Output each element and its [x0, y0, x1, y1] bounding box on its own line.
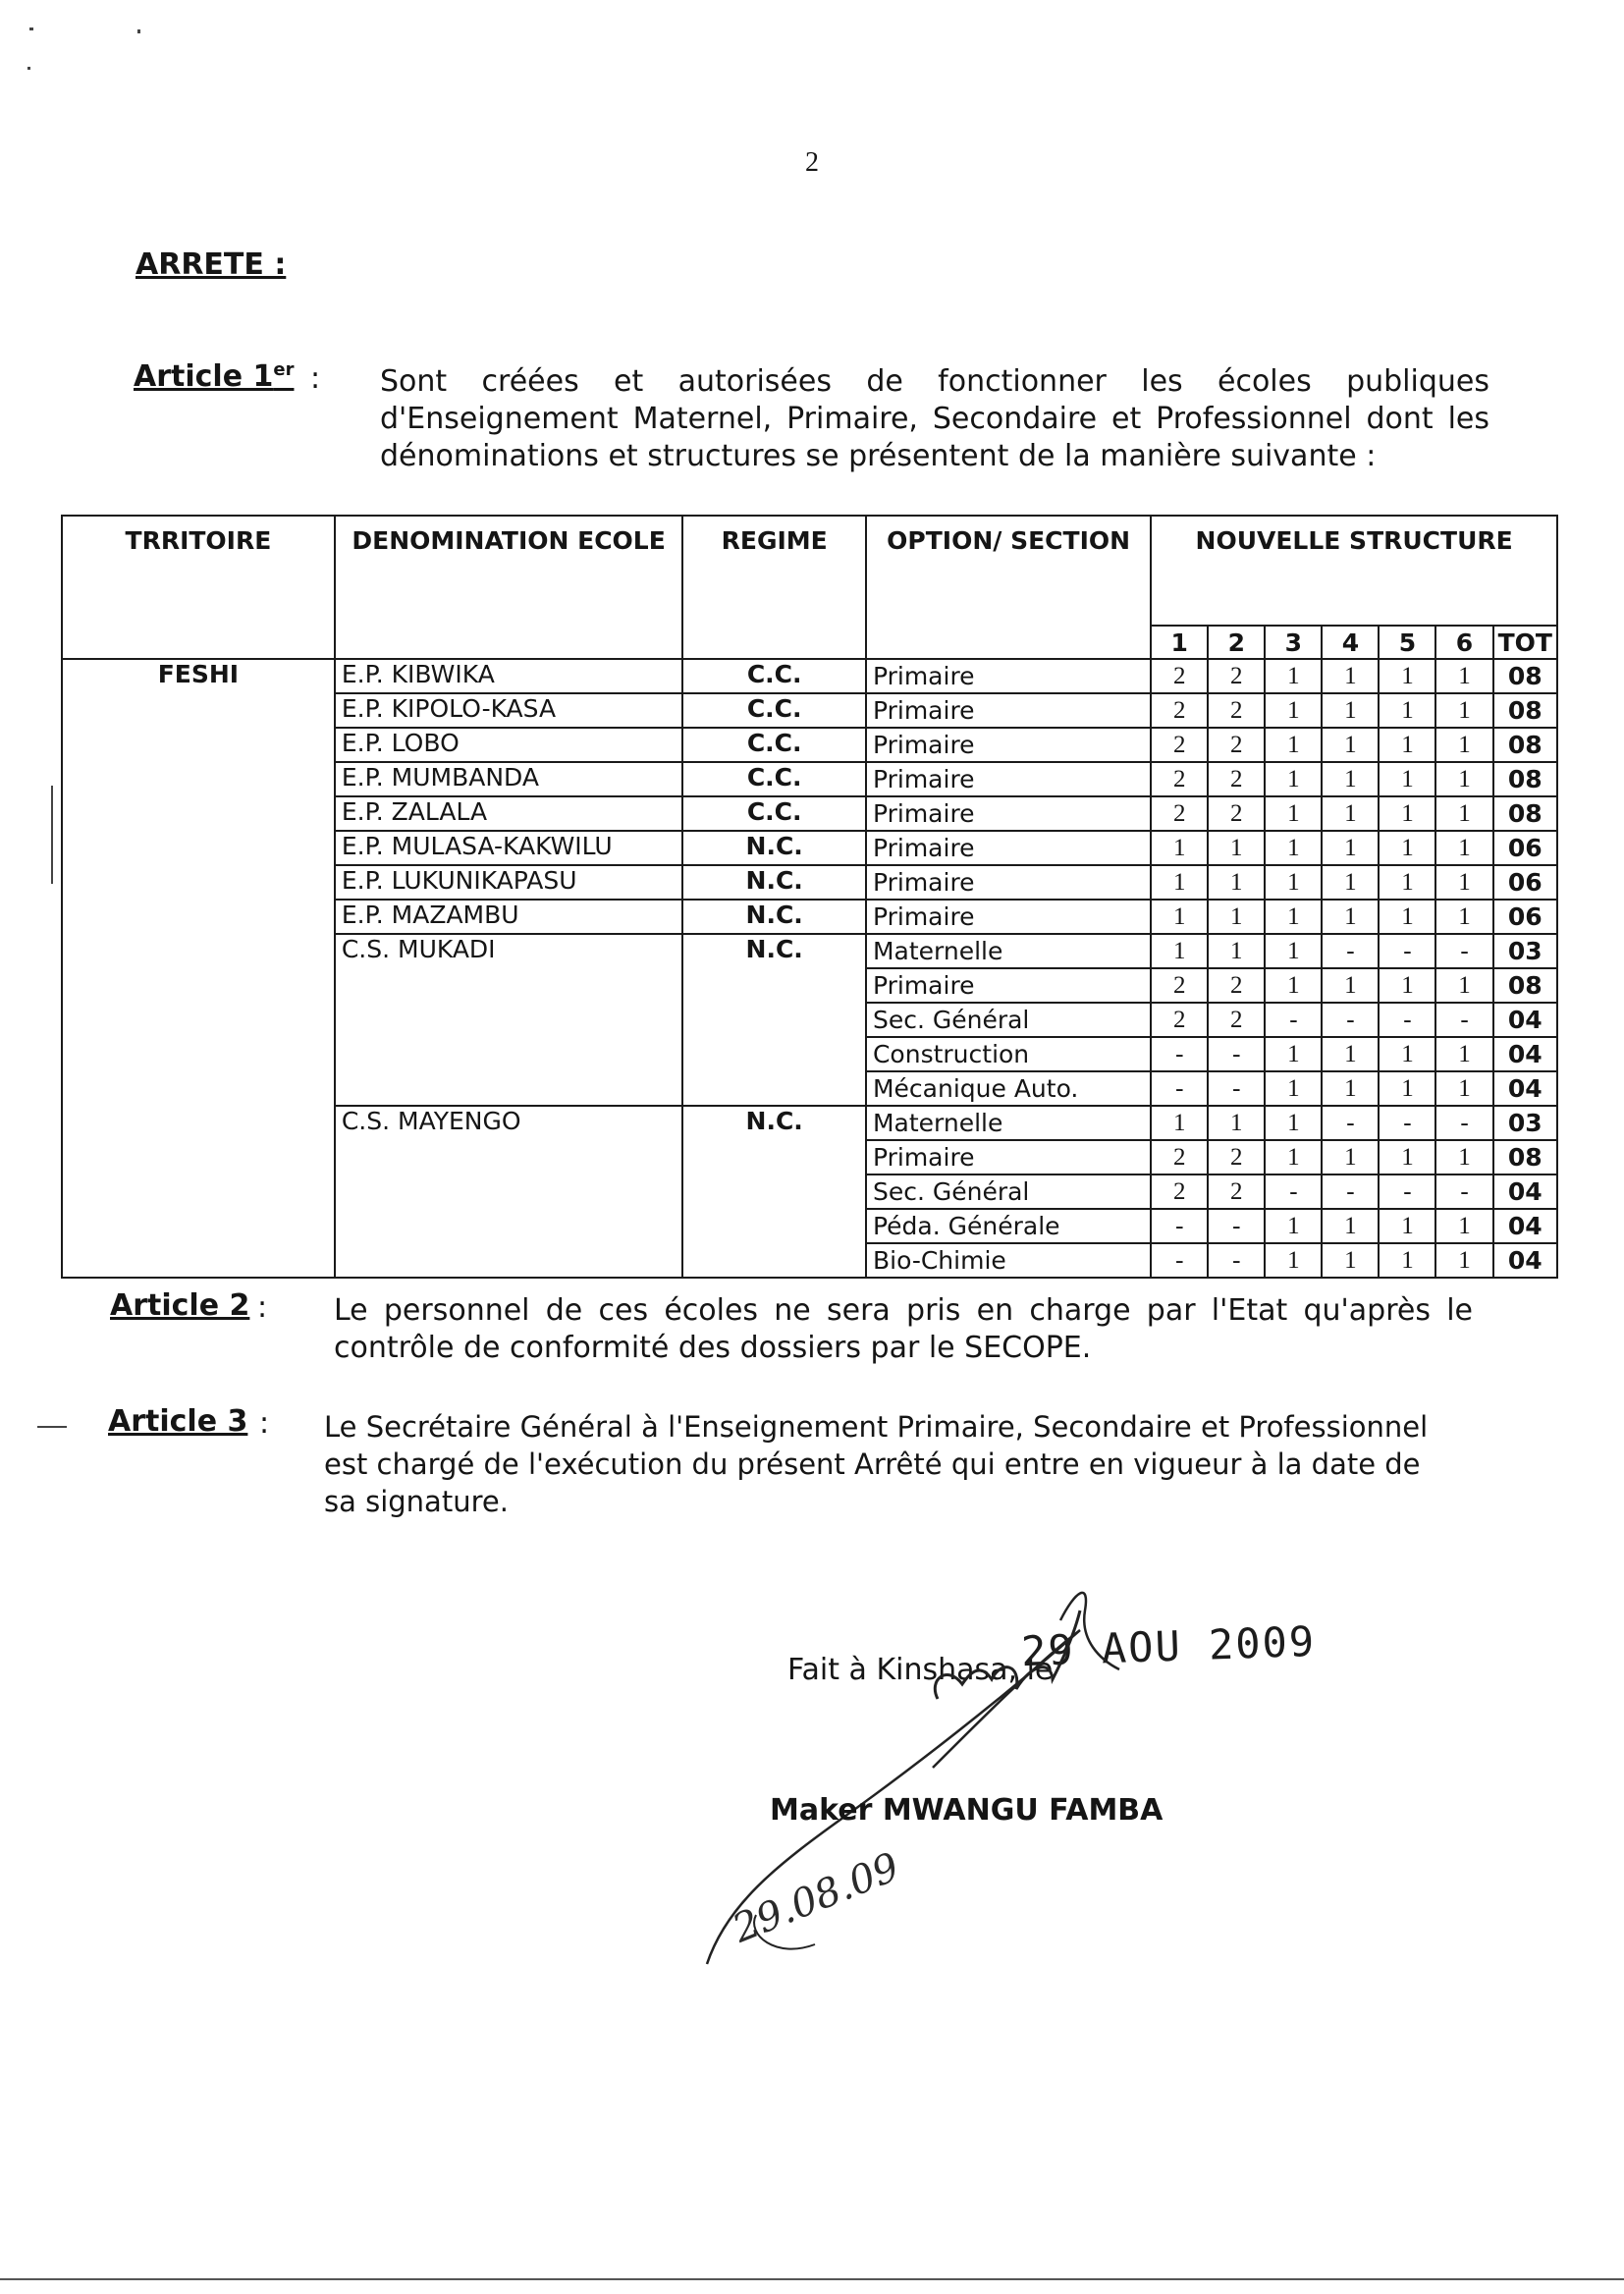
- structure-value-1: 1: [1151, 1106, 1208, 1140]
- article-1-label: Article 1er: [134, 359, 295, 394]
- structure-value-2: 1: [1208, 865, 1265, 900]
- header-structure: NOUVELLE STRUCTURE: [1151, 516, 1557, 626]
- structure-value-5: 1: [1379, 1037, 1435, 1071]
- structure-total: 04: [1493, 1071, 1557, 1106]
- structure-value-2: -: [1208, 1209, 1265, 1243]
- structure-value-3: -: [1265, 1003, 1322, 1037]
- structure-value-1: 1: [1151, 900, 1208, 934]
- handwritten-date: 29.08.09: [727, 1844, 906, 1952]
- school-regime: C.C.: [682, 659, 866, 693]
- school-regime: C.C.: [682, 728, 866, 762]
- structure-col-4: 4: [1322, 626, 1379, 659]
- article-3-text: Le Secrétaire Général à l'Enseignement Primaire, Secondaire et Professionnel est chargé de l'exécution du présent Arrêté qui entre en vigueur à la date de sa signature.: [324, 1410, 1429, 1518]
- structure-value-2: -: [1208, 1071, 1265, 1106]
- option-section: Primaire: [866, 796, 1151, 831]
- option-section: Primaire: [866, 1140, 1151, 1174]
- structure-value-4: 1: [1322, 865, 1379, 900]
- schools-table: [61, 515, 1558, 1279]
- option-section: Maternelle: [866, 1106, 1151, 1140]
- option-section: Primaire: [866, 865, 1151, 900]
- structure-col-tot: TOT: [1493, 626, 1557, 659]
- footer-rule: [0, 2278, 1624, 2280]
- structure-value-3: -: [1265, 1174, 1322, 1209]
- structure-value-4: -: [1322, 1106, 1379, 1140]
- structure-value-5: 1: [1379, 1209, 1435, 1243]
- scan-speck: [137, 29, 140, 33]
- school-name: E.P. MUMBANDA: [335, 762, 683, 796]
- structure-value-1: 2: [1151, 1003, 1208, 1037]
- school-name: C.S. MUKADI: [335, 934, 683, 1106]
- structure-value-4: 1: [1322, 968, 1379, 1003]
- school-name: E.P. MAZAMBU: [335, 900, 683, 934]
- table-body: [62, 659, 1557, 1278]
- school-regime: N.C.: [682, 831, 866, 865]
- structure-value-5: -: [1379, 1106, 1435, 1140]
- structure-value-4: 1: [1322, 1071, 1379, 1106]
- scan-mark: [51, 786, 53, 884]
- school-name: E.P. MULASA-KAKWILU: [335, 831, 683, 865]
- option-section: Mécanique Auto.: [866, 1071, 1151, 1106]
- structure-value-1: -: [1151, 1037, 1208, 1071]
- structure-value-6: 1: [1435, 1037, 1492, 1071]
- structure-value-6: 1: [1435, 1243, 1492, 1278]
- structure-value-6: 1: [1435, 1071, 1492, 1106]
- structure-total: 08: [1493, 762, 1557, 796]
- structure-value-1: 1: [1151, 934, 1208, 968]
- option-section: Primaire: [866, 728, 1151, 762]
- school-regime: C.C.: [682, 762, 866, 796]
- structure-value-3: 1: [1265, 1140, 1322, 1174]
- structure-value-3: 1: [1265, 693, 1322, 728]
- structure-value-4: 1: [1322, 693, 1379, 728]
- structure-value-5: -: [1379, 1174, 1435, 1209]
- structure-value-5: 1: [1379, 900, 1435, 934]
- structure-value-6: 1: [1435, 796, 1492, 831]
- structure-total: 04: [1493, 1243, 1557, 1278]
- structure-value-4: -: [1322, 1174, 1379, 1209]
- option-section: Primaire: [866, 900, 1151, 934]
- article-3-colon: :: [259, 1406, 270, 1441]
- article-3-label: Article 3: [108, 1404, 248, 1439]
- school-regime: N.C.: [682, 900, 866, 934]
- article-1-text: Sont créées et autorisées de fonctionner les écoles publiques d'Enseignement Maternel, Primaire, Secondaire et Professionnel dont les dénominations et structures se présentent de la manière suivante :: [380, 364, 1489, 473]
- structure-value-3: 1: [1265, 865, 1322, 900]
- structure-value-5: 1: [1379, 1243, 1435, 1278]
- structure-value-6: 1: [1435, 1209, 1492, 1243]
- structure-value-1: 2: [1151, 796, 1208, 831]
- structure-col-5: 5: [1379, 626, 1435, 659]
- structure-value-5: 1: [1379, 968, 1435, 1003]
- territory-cell: FESHI: [62, 659, 335, 1278]
- school-name: E.P. LUKUNIKAPASU: [335, 865, 683, 900]
- structure-value-2: 1: [1208, 900, 1265, 934]
- structure-value-3: 1: [1265, 831, 1322, 865]
- option-section: Maternelle: [866, 934, 1151, 968]
- structure-value-2: 2: [1208, 1003, 1265, 1037]
- structure-value-4: 1: [1322, 659, 1379, 693]
- option-section: Sec. Général: [866, 1003, 1151, 1037]
- structure-value-2: 2: [1208, 968, 1265, 1003]
- structure-value-2: 2: [1208, 796, 1265, 831]
- option-section: Construction: [866, 1037, 1151, 1071]
- school-regime: N.C.: [682, 1106, 866, 1278]
- structure-value-6: 1: [1435, 659, 1492, 693]
- structure-value-2: -: [1208, 1037, 1265, 1071]
- structure-value-2: 2: [1208, 762, 1265, 796]
- structure-value-4: -: [1322, 934, 1379, 968]
- structure-value-3: 1: [1265, 968, 1322, 1003]
- header-territoire: TRRITOIRE: [62, 516, 335, 659]
- header-denomination: DENOMINATION ECOLE: [335, 516, 683, 659]
- structure-value-6: 1: [1435, 1140, 1492, 1174]
- structure-total: 06: [1493, 900, 1557, 934]
- structure-value-3: 1: [1265, 900, 1322, 934]
- article-2-colon: :: [257, 1290, 268, 1325]
- structure-value-6: 1: [1435, 968, 1492, 1003]
- school-name: E.P. KIPOLO-KASA: [335, 693, 683, 728]
- article-1-colon: :: [310, 361, 321, 396]
- structure-value-5: 1: [1379, 728, 1435, 762]
- option-section: Bio-Chimie: [866, 1243, 1151, 1278]
- structure-value-3: 1: [1265, 796, 1322, 831]
- article-2-text: Le personnel de ces écoles ne sera pris en charge par l'Etat qu'après le contrôle de conformité des dossiers par le SECOPE.: [334, 1293, 1473, 1365]
- school-name: E.P. KIBWIKA: [335, 659, 683, 693]
- structure-value-1: 2: [1151, 762, 1208, 796]
- structure-value-4: 1: [1322, 1037, 1379, 1071]
- option-section: Primaire: [866, 968, 1151, 1003]
- structure-value-2: 2: [1208, 693, 1265, 728]
- structure-value-1: 1: [1151, 865, 1208, 900]
- school-regime: C.C.: [682, 796, 866, 831]
- structure-value-4: 1: [1322, 900, 1379, 934]
- structure-value-4: 1: [1322, 762, 1379, 796]
- structure-value-4: 1: [1322, 1243, 1379, 1278]
- structure-value-6: 1: [1435, 831, 1492, 865]
- structure-value-2: 1: [1208, 1106, 1265, 1140]
- structure-value-6: -: [1435, 934, 1492, 968]
- structure-value-2: 2: [1208, 728, 1265, 762]
- structure-value-5: 1: [1379, 1071, 1435, 1106]
- structure-value-2: 2: [1208, 659, 1265, 693]
- structure-value-2: -: [1208, 1243, 1265, 1278]
- date-stamp: 29 AOU 2009: [1020, 1616, 1317, 1676]
- structure-total: 08: [1493, 659, 1557, 693]
- structure-col-3: 3: [1265, 626, 1322, 659]
- structure-col-6: 6: [1435, 626, 1492, 659]
- scan-speck: [27, 67, 30, 70]
- structure-value-2: 2: [1208, 1174, 1265, 1209]
- structure-value-4: 1: [1322, 831, 1379, 865]
- structure-total: 04: [1493, 1003, 1557, 1037]
- structure-value-1: 2: [1151, 693, 1208, 728]
- structure-value-1: 1: [1151, 831, 1208, 865]
- structure-value-5: -: [1379, 1003, 1435, 1037]
- structure-value-6: 1: [1435, 693, 1492, 728]
- structure-value-6: -: [1435, 1106, 1492, 1140]
- option-section: Primaire: [866, 693, 1151, 728]
- structure-value-1: -: [1151, 1243, 1208, 1278]
- structure-value-3: 1: [1265, 1037, 1322, 1071]
- structure-total: 04: [1493, 1209, 1557, 1243]
- structure-value-5: 1: [1379, 796, 1435, 831]
- structure-value-5: 1: [1379, 693, 1435, 728]
- structure-col-2: 2: [1208, 626, 1265, 659]
- scan-speck: [29, 27, 33, 30]
- structure-value-3: 1: [1265, 728, 1322, 762]
- option-section: Péda. Générale: [866, 1209, 1151, 1243]
- structure-value-6: -: [1435, 1003, 1492, 1037]
- structure-value-1: 2: [1151, 728, 1208, 762]
- structure-value-5: 1: [1379, 831, 1435, 865]
- structure-value-3: 1: [1265, 1071, 1322, 1106]
- option-section: Primaire: [866, 762, 1151, 796]
- table-row: [62, 659, 1557, 693]
- structure-value-4: 1: [1322, 1209, 1379, 1243]
- arrete-heading: ARRETE :: [135, 247, 287, 282]
- option-section: Primaire: [866, 659, 1151, 693]
- school-regime: C.C.: [682, 693, 866, 728]
- structure-value-3: 1: [1265, 762, 1322, 796]
- structure-value-1: 2: [1151, 1174, 1208, 1209]
- place-of-signing: Fait à Kinshasa, le: [787, 1653, 1054, 1687]
- structure-value-5: 1: [1379, 762, 1435, 796]
- structure-value-1: 2: [1151, 1140, 1208, 1174]
- structure-total: 08: [1493, 728, 1557, 762]
- school-name: E.P. LOBO: [335, 728, 683, 762]
- structure-value-1: 2: [1151, 968, 1208, 1003]
- structure-value-2: 1: [1208, 831, 1265, 865]
- structure-value-3: 1: [1265, 1106, 1322, 1140]
- structure-value-3: 1: [1265, 659, 1322, 693]
- structure-value-1: -: [1151, 1209, 1208, 1243]
- header-regime: REGIME: [682, 516, 866, 659]
- structure-total: 06: [1493, 831, 1557, 865]
- structure-value-5: 1: [1379, 1140, 1435, 1174]
- structure-value-2: 2: [1208, 1140, 1265, 1174]
- structure-value-5: 1: [1379, 865, 1435, 900]
- structure-value-5: -: [1379, 934, 1435, 968]
- structure-value-1: -: [1151, 1071, 1208, 1106]
- structure-value-6: 1: [1435, 900, 1492, 934]
- structure-value-4: 1: [1322, 728, 1379, 762]
- school-name: E.P. ZALALA: [335, 796, 683, 831]
- structure-value-5: 1: [1379, 659, 1435, 693]
- option-section: Sec. Général: [866, 1174, 1151, 1209]
- structure-value-2: 1: [1208, 934, 1265, 968]
- structure-col-1: 1: [1151, 626, 1208, 659]
- header-option: OPTION/ SECTION: [866, 516, 1151, 659]
- structure-value-4: 1: [1322, 796, 1379, 831]
- structure-value-4: 1: [1322, 1140, 1379, 1174]
- structure-value-1: 2: [1151, 659, 1208, 693]
- option-section: Primaire: [866, 831, 1151, 865]
- structure-total: 06: [1493, 865, 1557, 900]
- school-name: C.S. MAYENGO: [335, 1106, 683, 1278]
- structure-value-4: -: [1322, 1003, 1379, 1037]
- structure-total: 04: [1493, 1174, 1557, 1209]
- structure-total: 08: [1493, 693, 1557, 728]
- signatory-name: Maker MWANGU FAMBA: [770, 1793, 1164, 1828]
- structure-total: 03: [1493, 1106, 1557, 1140]
- page-number: 2: [805, 147, 819, 178]
- structure-value-6: 1: [1435, 762, 1492, 796]
- structure-value-3: 1: [1265, 1209, 1322, 1243]
- structure-total: 03: [1493, 934, 1557, 968]
- structure-value-6: 1: [1435, 865, 1492, 900]
- article-2-label: Article 2: [110, 1288, 250, 1323]
- structure-value-6: -: [1435, 1174, 1492, 1209]
- structure-value-3: 1: [1265, 1243, 1322, 1278]
- structure-value-6: 1: [1435, 728, 1492, 762]
- structure-total: 08: [1493, 1140, 1557, 1174]
- school-regime: N.C.: [682, 865, 866, 900]
- school-regime: N.C.: [682, 934, 866, 1106]
- structure-total: 04: [1493, 1037, 1557, 1071]
- structure-total: 08: [1493, 796, 1557, 831]
- scan-mark: [37, 1426, 67, 1428]
- structure-total: 08: [1493, 968, 1557, 1003]
- structure-value-3: 1: [1265, 934, 1322, 968]
